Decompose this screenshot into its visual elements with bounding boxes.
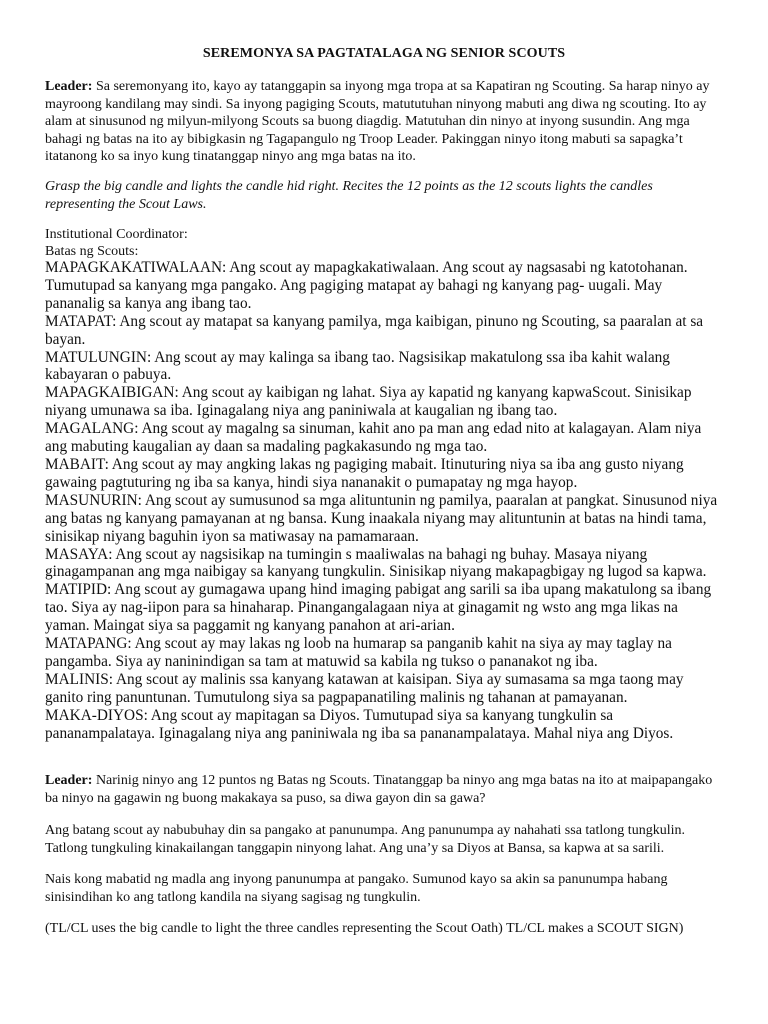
law-item-malinis: MALINIS: Ang scout ay malinis ssa kanyang katawan at kaisipan. Siya ay sumasama sa mga taong may ganito ring panuntunan. Tumutulong siya sa pagpapanatiling malinis ng tahanan at pamayanan. [45, 670, 684, 706]
law-item-magalang: MAGALANG: Ang scout ay magalng sa sinuman, kahit ano pa man ang edad nito at kalagayan. Alam niya ang mabuting kaugalian ay daan sa madaling pagkakasundo ng mga tao. [45, 420, 702, 456]
document-title: SEREMONYA SA PAGTATALAGA NG SENIOR SCOUTS [202, 46, 566, 61]
intro-speaker: Leader: [45, 79, 93, 94]
intro-paragraph [45, 78, 725, 166]
law-item-mapagkakatiwalaan: MAPAGKAKATIWALAAN: Ang scout ay mapagkakatiwalaan. Ang scout ay nagsasabi ng katotohanan. Tumutupad sa kanyang mga pangako. Ang pagiging matapat ay bahagi ng kanyang pag- uugali. May pananalig sa kanya ang ibang tao. [45, 259, 688, 312]
question-text: Narinig ninyo ang 12 puntos ng Batas ng Scouts. Tinatanggap ba ninyo ang mga batas na ito at maipapangako ba ninyo na gagawin ng buong makakaya sa puso, sa diwa gayon din sa gawa? [45, 773, 713, 806]
oath-paragraph: Ang batang scout ay nabubuhay din sa pangako at panunumpa. Ang panunumpa ay nahahati ssa tatlong tungkulin. Tatlong tungkuling kinakailangan tanggapin ninyong lahat. Ang una’y sa Diyos at Bansa, sa kapwa at sa sarili. [45, 823, 685, 856]
law-item-masunurin: MASUNURIN: Ang scout ay sumusunod sa mga alituntunin ng pamilya, paaralan at pangkat. Sinusunod niya ang batas ng kanyang pamayanan at ng bansa. Kung inaakala niyang may alituntunin at batas na hindi tama, sinisikap niyang baguhin iyon sa matiwasay na pamamaraan. [45, 491, 718, 545]
follow-paragraph: Nais kong mabatid ng madla ang inyong panunumpa at pangako. Sumunod kayo sa akin sa panunumpa habang sinisindihan ko ang tatlong kandila na siyang sagisag ng tungkulin. [45, 872, 668, 905]
law-item-matulungin: MATULUNGIN: Ang scout ay may kalinga sa ibang tao. Nagsisikap makatulong ssa iba kahit walang kabayaran o pabuya. [45, 348, 670, 384]
instruction-paragraph: Grasp the big candle and lights the candle hid right. Recites the 12 points as the 12 scouts lights the candles representing the Scout Laws. [45, 179, 653, 212]
law-item-matapat: MATAPAT: Ang scout ay matapat sa kanyang pamilya, mga kaibigan, pinuno ng Scouting, sa paaralan at sa bayan. [45, 312, 704, 348]
coordinator-label: Institutional Coordinator: [45, 227, 188, 242]
laws-heading: Batas ng Scouts: [45, 244, 139, 259]
question-paragraph [45, 772, 725, 807]
law-item-matapang: MATAPANG: Ang scout ay may lakas ng loob na humarap sa panganib kahit na siya ay may taglay na pangamba. Siya ay naninindigan sa tam at matuwid sa kabila ng tukso o pananakot ng iba. [45, 635, 672, 670]
law-item-matipid: MATIPID: Ang scout ay gumagawa upang hind imaging pabigat ang sarili sa iba upang makatulong sa ibang tao. Siya ay nag-iipon para sa hinaharap. Pinangangalagaan niya at ginagamit ng wsto ang mga likas na yaman. Maingat siya sa paggamit ng kanyang panahon at ari-arian. [45, 581, 712, 635]
law-item-maka-diyos: MAKA-DIYOS: Ang scout ay mapitagan sa Diyos. Tumutupad siya sa kanyang tungkulin sa pananampalataya. Iginagalang niya ang paniniwala ng iba sa pananampalataya. Mahal niya ang Diyos. [45, 706, 674, 742]
question-speaker: Leader: [45, 773, 93, 788]
closing-note: (TL/CL uses the big candle to light the three candles representing the Scout Oath) TL/CL makes a SCOUT SIGN) [45, 921, 684, 936]
law-item-mabait: MABAIT: Ang scout ay may angking lakas ng pagiging mabait. Itinuturing niya sa iba ang gusto niyang gawaing pagtuturing ng iba sa kanya, hindi siya nananakit o pumapatay ng mga hayop. [45, 455, 684, 491]
scout-laws-list [45, 259, 725, 742]
intro-text: Sa seremonyang ito, kayo ay tatanggapin sa inyong mga tropa at sa Kapatiran ng Scouting. Sa harap ninyo ay mayroong kandilang may sindi. Sa inyong pagiging Scouts, matututuhan ninyong mabuti ang diwa ng scouting. Ito ay alam at sinusunod ng milyun-milyong Scouts sa buong diagdig. Matutuhan din ninyo at inyong susundin. Ang mga bahagi ng batas na ito ay bibigkasin ng Tagapangulo ng Troop Leader. Pakinggan ninyo itong mabuti sa sapagka’t itatanong ko sa inyo kung tinatanggap ninyo ang mga batas na ito. [45, 79, 710, 164]
law-item-masaya: MASAYA: Ang scout ay nagsisikap na tumingin s maaliwalas na bahagi ng buhay. Masaya niyang ginagampanan ang mga naibigay sa kanyang tungkulin. Sinisikap niyang makapagbigay ng lugod sa kapwa. [45, 545, 707, 581]
law-item-mapagkaibigan: MAPAGKAIBIGAN: Ang scout ay kaibigan ng lahat. Siya ay kapatid ng kanyang kapwaScout. Sinisikap niyang umunawa sa iba. Iginagalang niya ang paniniwala at kaugalian ng ibang tao. [45, 384, 692, 420]
